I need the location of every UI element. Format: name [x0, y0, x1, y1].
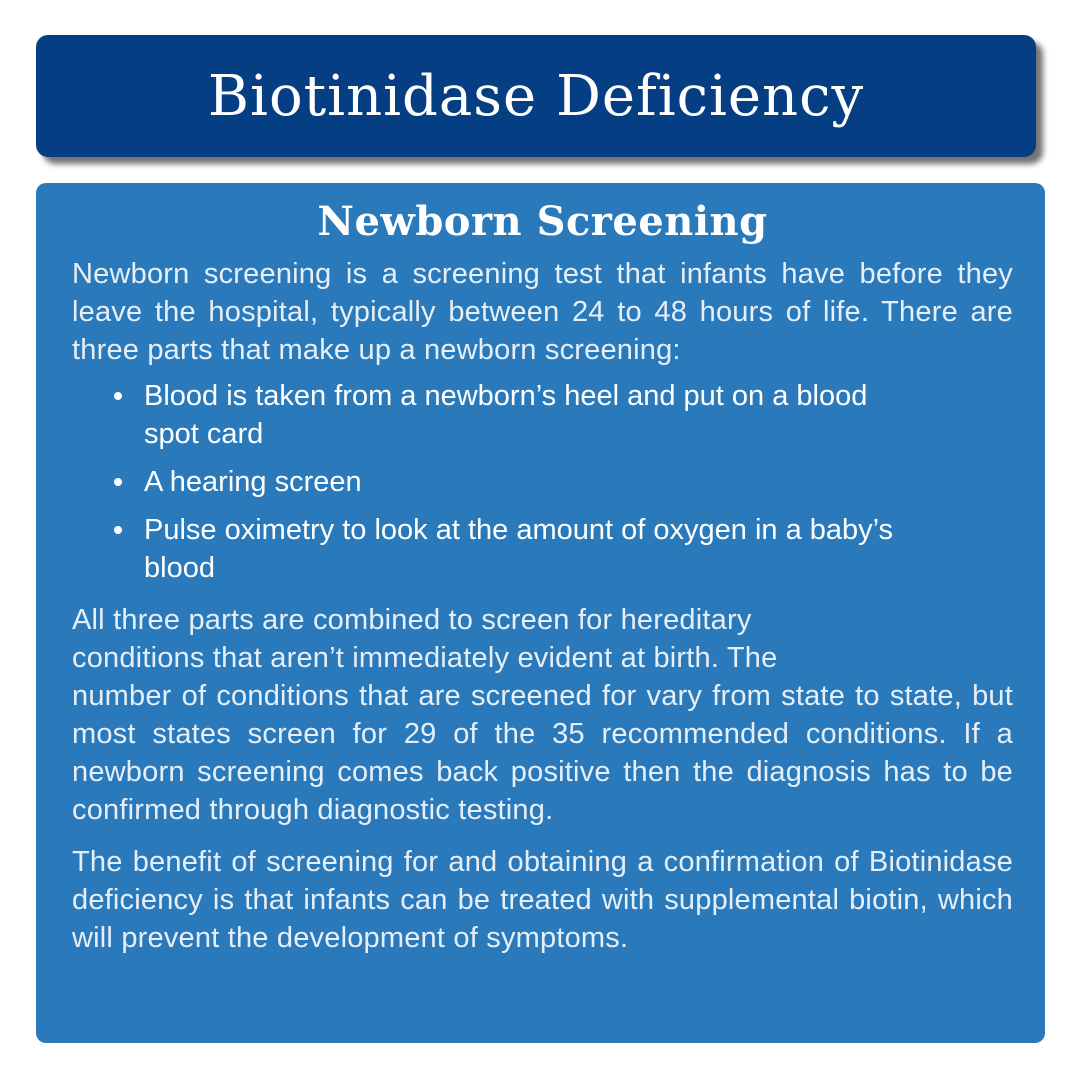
conditions-paragraph-start: All three parts are combined to screen for hereditary conditions that aren’t immediately evident at birth. The: [72, 604, 778, 674]
list-item: [110, 463, 904, 501]
bullet-icon: [114, 478, 122, 486]
list-item-text: Pulse oximetry to look at the amount of oxygen in a baby’s blood: [144, 514, 894, 584]
section-heading: Newborn Screening: [317, 198, 768, 245]
content-panel: [36, 183, 1045, 1043]
list-item-text: A hearing screen: [144, 466, 362, 498]
title-banner: [36, 35, 1036, 157]
page-title: Biotinidase Deficiency: [207, 63, 865, 129]
benefit-paragraph: The benefit of screening for and obtaining a confirmation of Biotinidase deficiency is that infants can be treated with supplemental biotin, which will prevent the development of symptoms.: [72, 846, 1013, 954]
list-item-text: Blood is taken from a newborn’s heel and put on a blood spot card: [144, 380, 868, 450]
bullet-icon: [114, 392, 122, 400]
screening-parts-list: [72, 377, 1013, 587]
list-item: [110, 511, 904, 587]
bullet-icon: [114, 526, 122, 534]
list-item: [110, 377, 904, 453]
conditions-paragraph-rest: number of conditions that are screened for vary from state to state, but most states screen for 29 of the 35 recommended conditions. If a newborn screening comes back positive then the diagnosis has to be confirmed through diagnostic testing.: [72, 680, 1013, 826]
intro-paragraph: Newborn screening is a screening test that infants have before they leave the hospital, typically between 24 to 48 hours of life. There are three parts that make up a newborn screening:: [72, 258, 1013, 366]
